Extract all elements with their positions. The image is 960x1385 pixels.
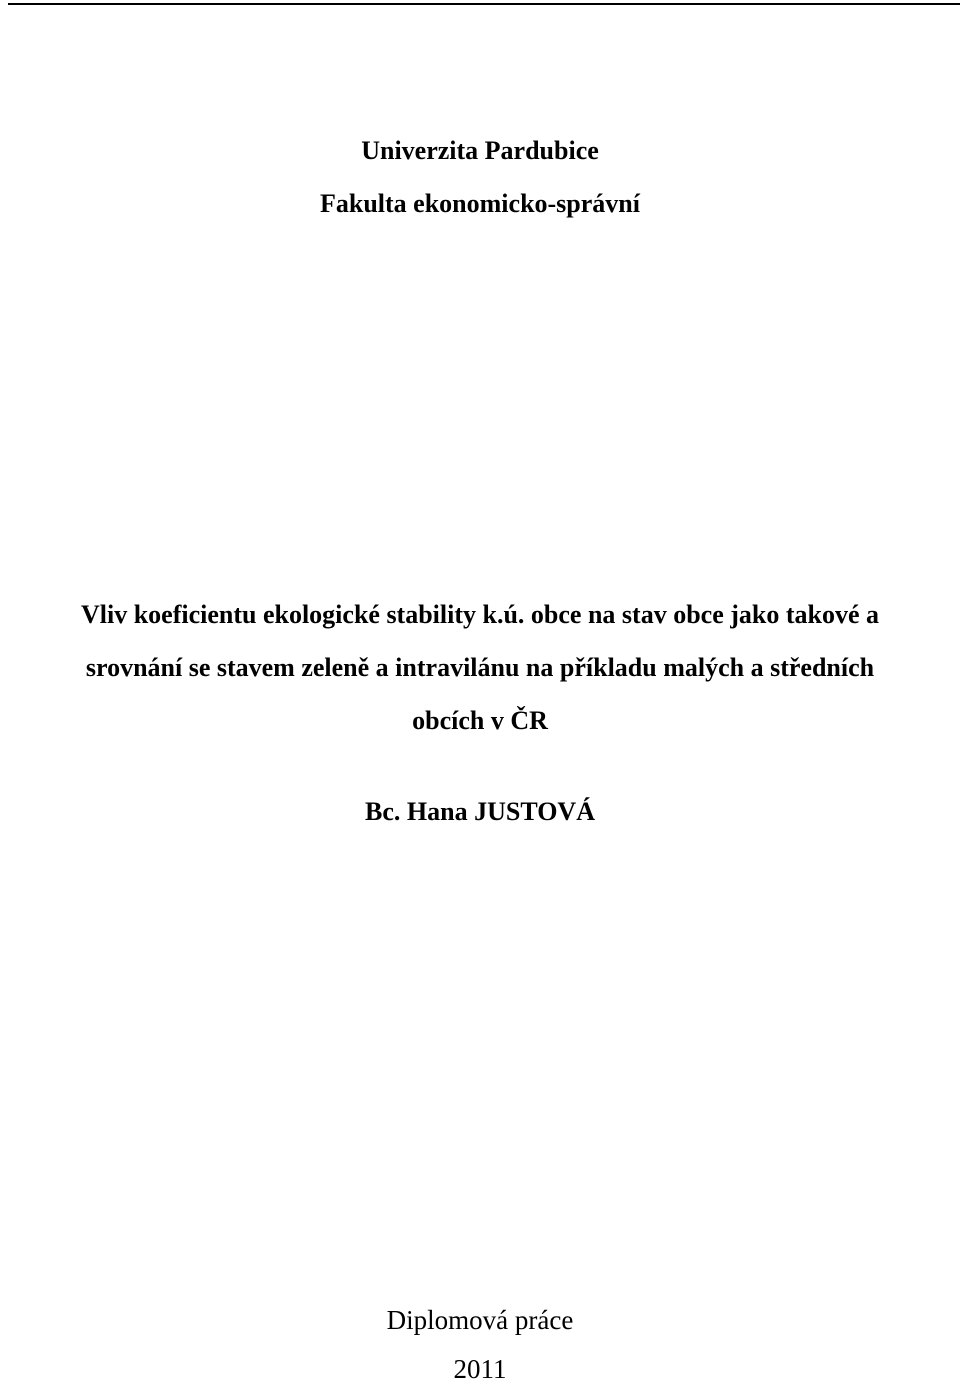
university-name: Univerzita Pardubice — [361, 136, 599, 165]
faculty-name: Fakulta ekonomicko-správní — [320, 189, 640, 218]
author-name: Bc. Hana JUSTOVÁ — [365, 797, 595, 826]
thesis-year: 2011 — [453, 1354, 507, 1384]
thesis-title-line-1: Vliv koeficientu ekologické stability k.ú. obce na stav obce jako takové a — [80, 600, 880, 629]
top-border-line — [8, 3, 960, 5]
thesis-title — [0, 588, 960, 747]
thesis-type: Diplomová práce — [386, 1305, 574, 1335]
thesis-title-line-3: obcích v ČR — [412, 706, 548, 735]
thesis-title-line-2: srovnání se stavem zeleně a intravilánu na příkladu malých a středních — [85, 653, 875, 682]
